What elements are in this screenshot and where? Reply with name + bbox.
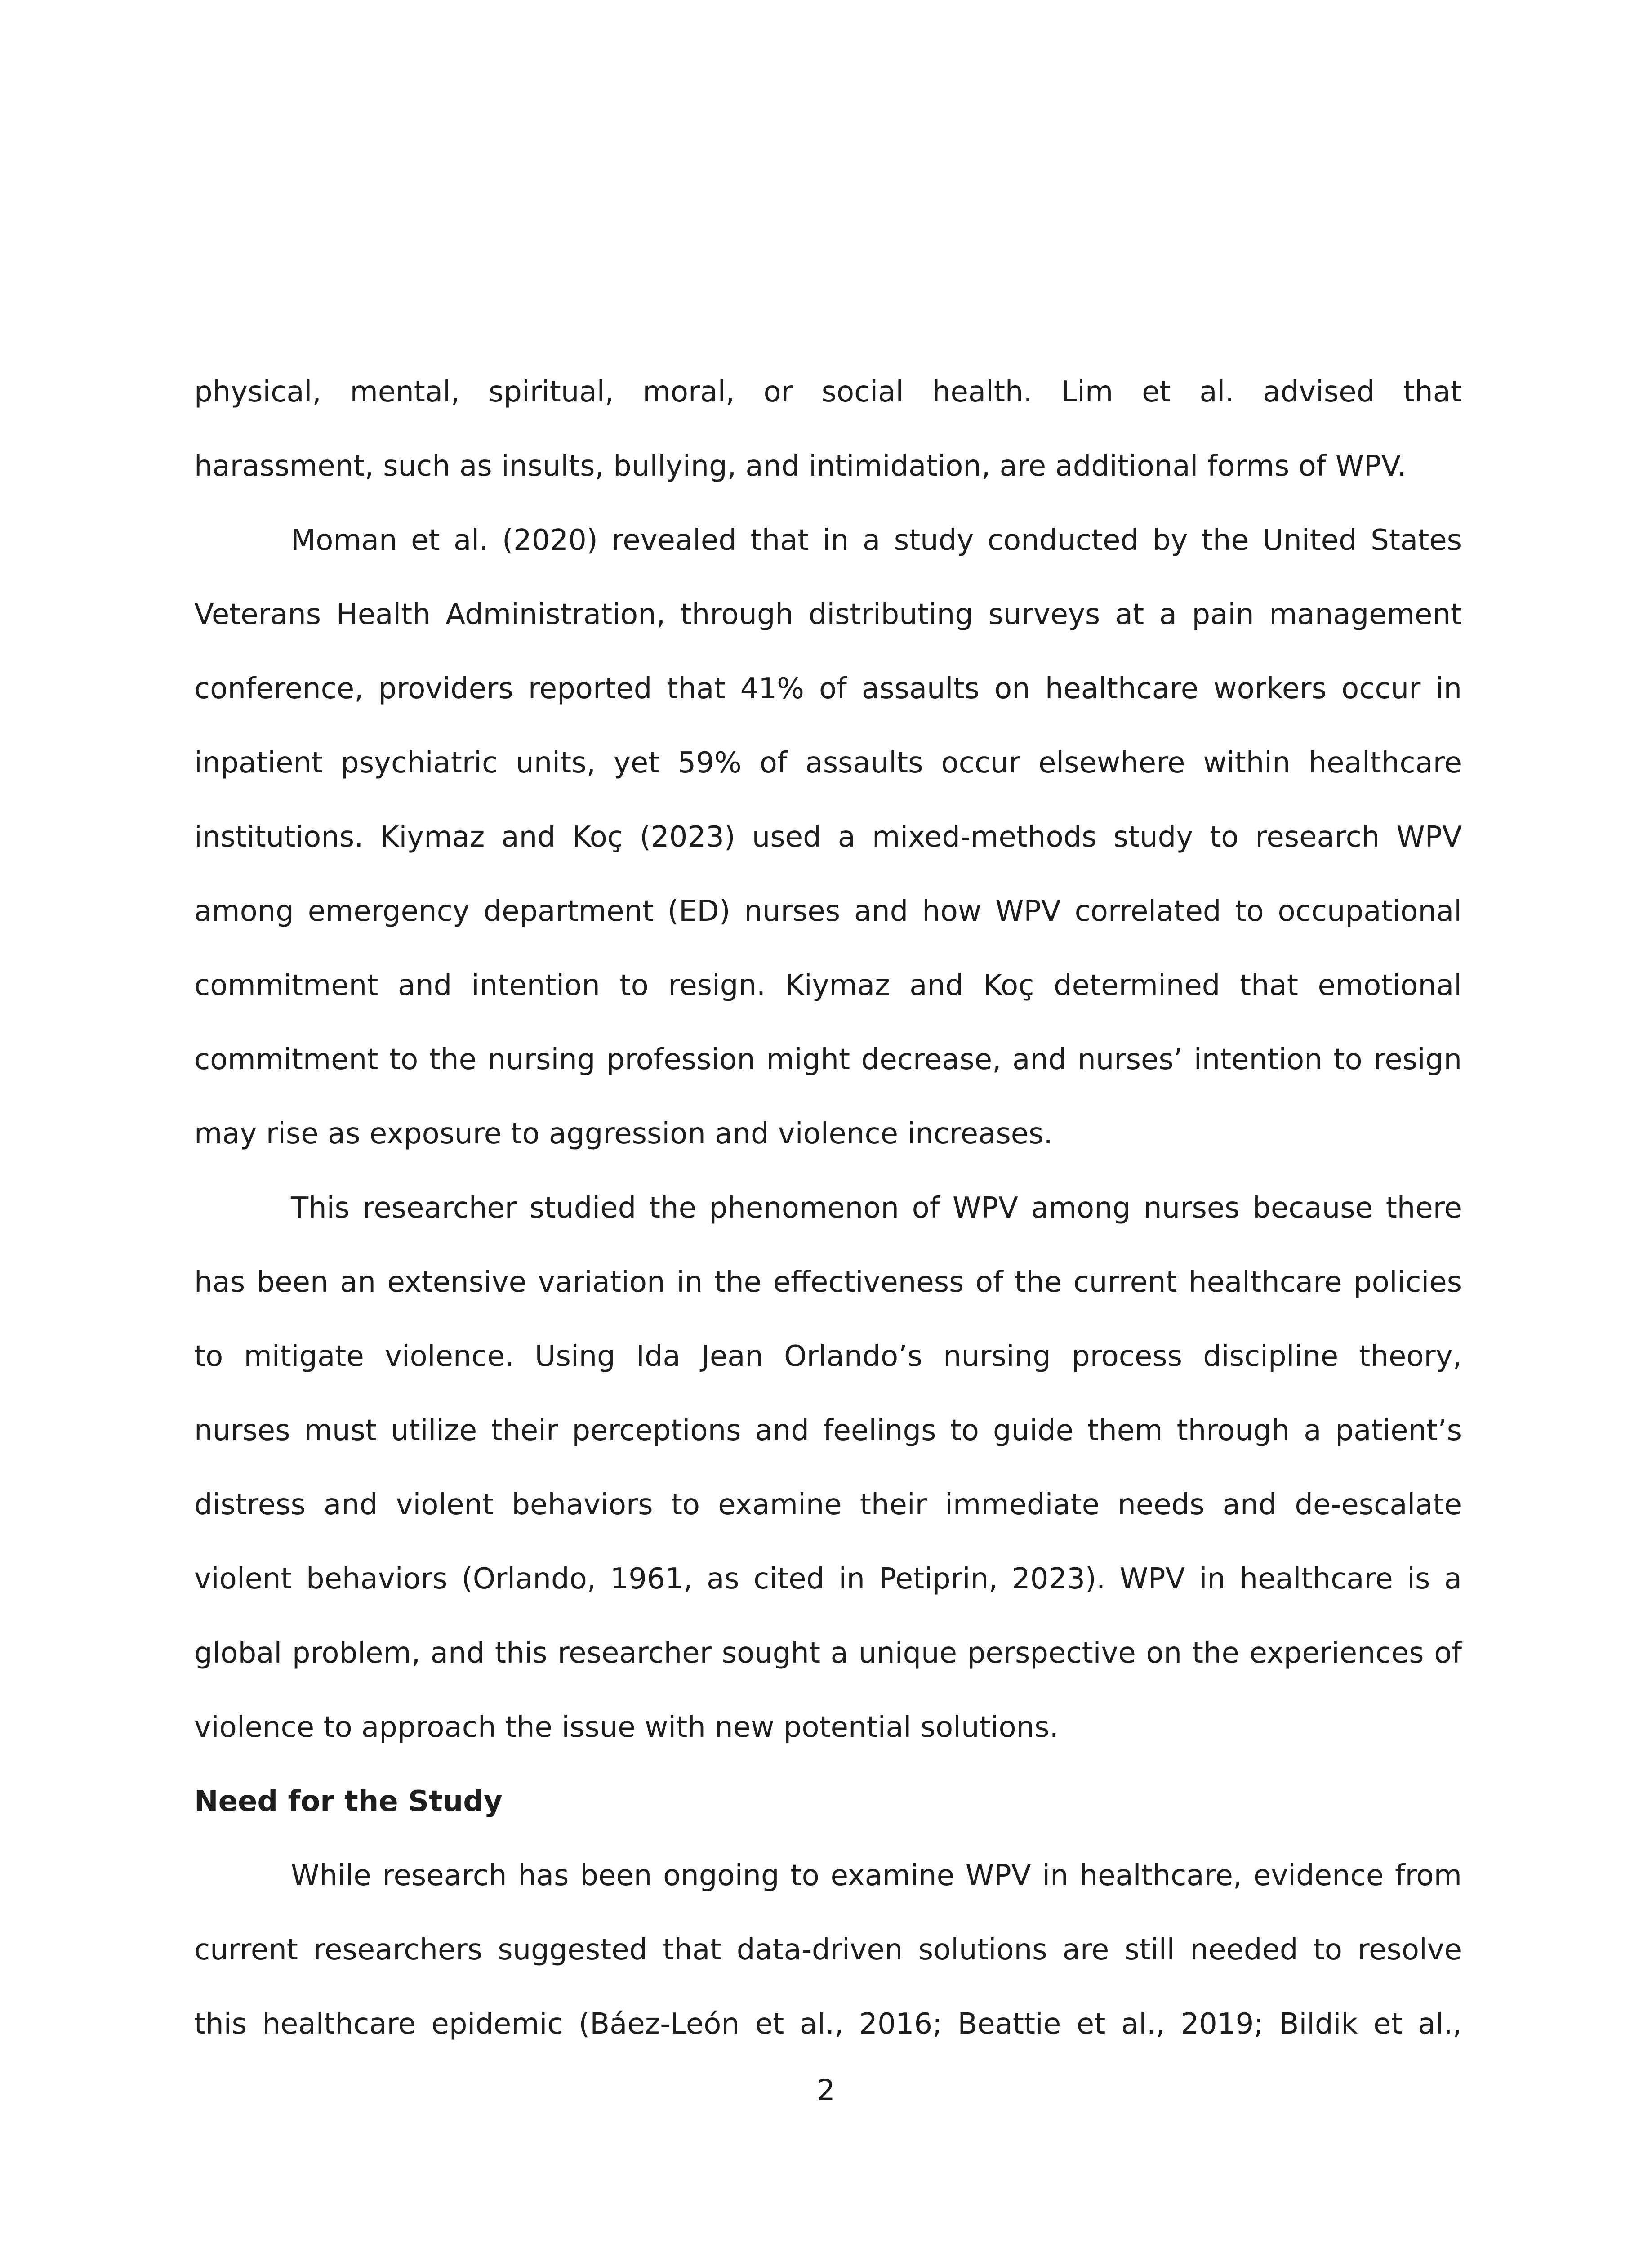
text-line: harassment, such as insults, bullying, and intimidation, are additional forms of WPV. — [194, 450, 1407, 483]
text-line: commitment to the nursing profession might decrease, and nurses’ intention to resign — [194, 1043, 1462, 1076]
text-line: Veterans Health Administration, through distributing surveys at a pain management — [194, 598, 1462, 631]
body-text — [194, 355, 1462, 2061]
text-line: physical, mental, spiritual, moral, or social health. Lim et al. advised that — [194, 375, 1462, 409]
text-line: inpatient psychiatric units, yet 59% of assaults occur elsewhere within healthcare — [194, 746, 1462, 780]
page-number: 2 — [817, 2074, 835, 2107]
text-line: Moman et al. (2020) revealed that in a study conducted by the United States — [291, 524, 1462, 557]
text-line: to mitigate violence. Using Ida Jean Orlando’s nursing process discipline theory, — [194, 1340, 1462, 1373]
text-line: nurses must utilize their perceptions and feelings to guide them through a patient’s — [194, 1414, 1462, 1447]
text-line: violent behaviors (Orlando, 1961, as cited in Petiprin, 2023). WPV in healthcare is a — [194, 1562, 1462, 1596]
text-line: While research has been ongoing to examine WPV in healthcare, evidence from — [291, 1859, 1462, 1892]
section-heading: Need for the Study — [194, 1785, 503, 1818]
text-line: among emergency department (ED) nurses and how WPV correlated to occupational — [194, 895, 1462, 928]
text-line: this healthcare epidemic (Báez-León et al., 2016; Beattie et al., 2019; Bildik et al., — [194, 2007, 1462, 2041]
text-line: global problem, and this researcher sought a unique perspective on the experiences of — [194, 1637, 1462, 1670]
text-line: has been an extensive variation in the effectiveness of the current healthcare policies — [194, 1266, 1462, 1299]
text-line: conference, providers reported that 41% of assaults on healthcare workers occur in — [194, 672, 1462, 705]
text-line: may rise as exposure to aggression and violence increases. — [194, 1117, 1053, 1151]
text-line: violence to approach the issue with new potential solutions. — [194, 1711, 1059, 1744]
text-line: institutions. Kiymaz and Koç (2023) used a mixed-methods study to research WPV — [194, 821, 1462, 854]
text-line: This researcher studied the phenomenon of WPV among nurses because there — [291, 1191, 1462, 1225]
text-line: distress and violent behaviors to examine their immediate needs and de-escalate — [194, 1488, 1462, 1521]
text-line: commitment and intention to resign. Kiymaz and Koç determined that emotional — [194, 969, 1462, 1002]
text-line: current researchers suggested that data-driven solutions are still needed to resolve — [194, 1933, 1462, 1967]
